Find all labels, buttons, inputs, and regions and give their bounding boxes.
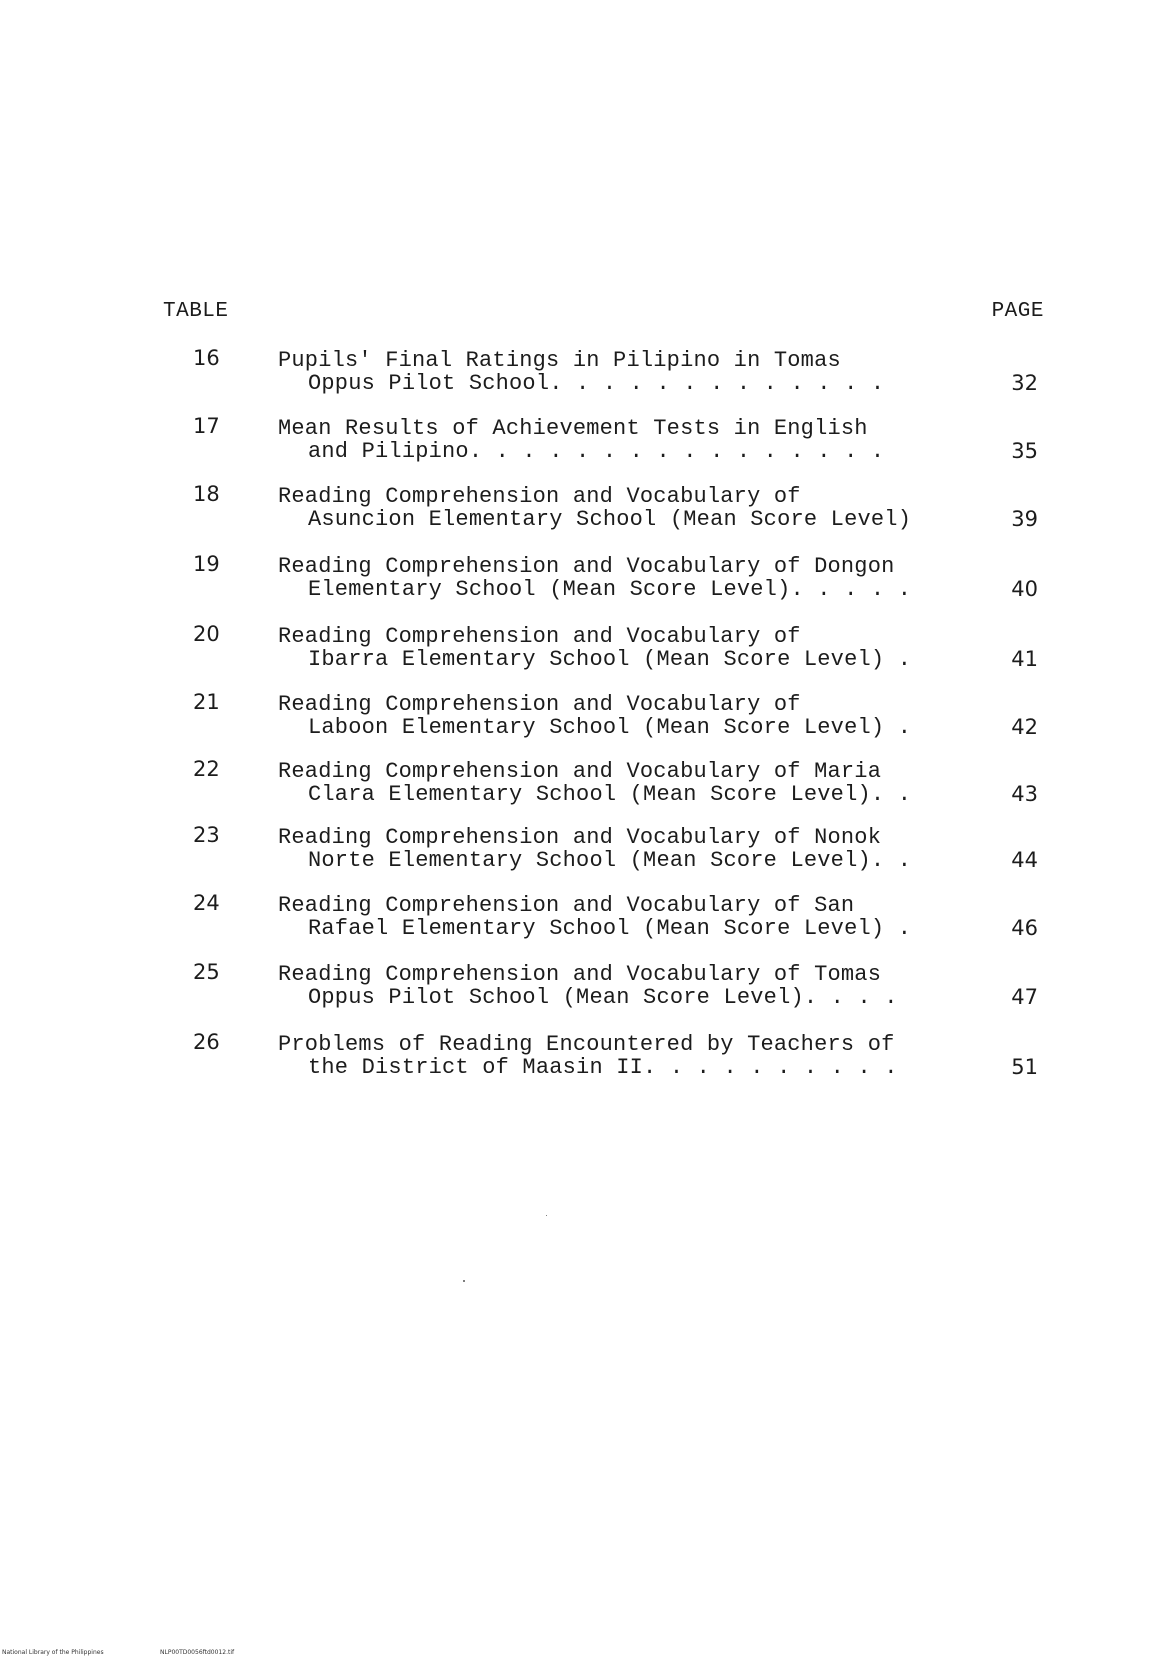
list-item xyxy=(0,476,1168,536)
table-number: 17 xyxy=(193,414,220,438)
table-title-line1: Reading Comprehension and Vocabulary of Nonok xyxy=(278,825,882,850)
table-title-line2: Oppus Pilot School (Mean Score Level). . . . xyxy=(308,985,898,1010)
table-title-line1: Reading Comprehension and Vocabulary of San xyxy=(278,893,855,918)
page-number: 51 xyxy=(1011,1055,1038,1079)
list-item xyxy=(0,817,1168,877)
table-number: 21 xyxy=(193,690,220,714)
table-number: 26 xyxy=(193,1030,220,1054)
table-title-line1: Reading Comprehension and Vocabulary of xyxy=(278,484,801,509)
list-item xyxy=(0,1024,1168,1084)
table-title-line2: Asuncion Elementary School (Mean Score Level) xyxy=(308,507,912,532)
table-title-line1: Reading Comprehension and Vocabulary of Tomas xyxy=(278,962,882,987)
table-number: 20 xyxy=(193,622,220,646)
table-number: 24 xyxy=(193,891,220,915)
table-number: 25 xyxy=(193,960,220,984)
scan-speck xyxy=(546,1215,547,1216)
table-number: 23 xyxy=(193,823,220,847)
table-title-line1: Reading Comprehension and Vocabulary of Dongon xyxy=(278,554,895,579)
table-title-line2: Clara Elementary School (Mean Score Level). . xyxy=(308,782,912,807)
scan-file-name: NLP00TD0056ftd0012.tif xyxy=(160,1649,235,1656)
table-title-line1: Reading Comprehension and Vocabulary of Maria xyxy=(278,759,882,784)
table-title-line2: and Pilipino. . . . . . . . . . . . . . . . xyxy=(308,439,885,464)
table-number: 19 xyxy=(193,552,220,576)
table-column-header: TABLE xyxy=(163,300,229,323)
table-title-line2: the District of Maasin II. . . . . . . . . . xyxy=(308,1055,898,1080)
page-number: 40 xyxy=(1011,577,1038,601)
table-title-line1: Reading Comprehension and Vocabulary of xyxy=(278,624,801,649)
table-title-line2: Elementary School (Mean Score Level). . . . . xyxy=(308,577,912,602)
list-item xyxy=(0,616,1168,676)
table-title-line2: Norte Elementary School (Mean Score Level). . xyxy=(308,848,912,873)
page-number: 44 xyxy=(1011,848,1038,872)
page-number: 35 xyxy=(1011,439,1038,463)
table-title-line1: Pupils' Final Ratings in Pilipino in Tomas xyxy=(278,348,841,373)
library-credit: National Library of the Philippines xyxy=(2,1649,104,1656)
page-number: 32 xyxy=(1011,371,1038,395)
table-number: 16 xyxy=(193,346,220,370)
table-title-line2: Laboon Elementary School (Mean Score Level) . xyxy=(308,715,912,740)
table-title-line2: Oppus Pilot School. . . . . . . . . . . . . xyxy=(308,371,885,396)
list-item xyxy=(0,684,1168,744)
page-number: 43 xyxy=(1011,782,1038,806)
list-item xyxy=(0,751,1168,811)
scan-speck xyxy=(463,1280,465,1282)
table-title-line2: Ibarra Elementary School (Mean Score Level) . xyxy=(308,647,912,672)
page-column-header: PAGE xyxy=(991,300,1044,323)
table-title-line1: Problems of Reading Encountered by Teachers of xyxy=(278,1032,895,1057)
table-title-line1: Mean Results of Achievement Tests in English xyxy=(278,416,868,441)
page-number: 47 xyxy=(1011,985,1038,1009)
list-item xyxy=(0,885,1168,945)
table-title-line1: Reading Comprehension and Vocabulary of xyxy=(278,692,801,717)
page-number: 42 xyxy=(1011,715,1038,739)
list-item xyxy=(0,340,1168,400)
list-item xyxy=(0,954,1168,1014)
table-number: 18 xyxy=(193,482,220,506)
page-number: 39 xyxy=(1011,507,1038,531)
page-number: 46 xyxy=(1011,916,1038,940)
table-number: 22 xyxy=(193,757,220,781)
list-item xyxy=(0,408,1168,468)
list-item xyxy=(0,546,1168,606)
table-title-line2: Rafael Elementary School (Mean Score Level) . xyxy=(308,916,912,941)
page-number: 41 xyxy=(1011,647,1038,671)
